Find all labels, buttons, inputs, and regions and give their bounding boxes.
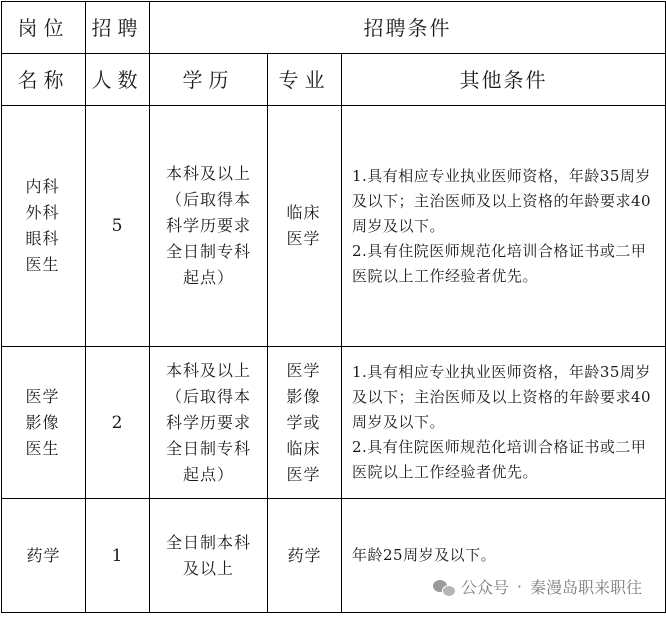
- position-name: 内科外科眼科医生: [25, 177, 60, 274]
- recruitment-table: [1, 1, 666, 613]
- condition-line: 2.具有住院医师规范化培训合格证书或二甲医院以上工作经验者优先。: [352, 438, 647, 481]
- major-text: 临床医学: [286, 203, 321, 248]
- condition-line: 1.具有相应专业执业医师资格，年龄35周岁及以下；主治医师及以上资格的年龄要求40周岁及以下。: [352, 363, 652, 431]
- position-cell: 药学: [2, 499, 86, 613]
- education-cell: [150, 499, 268, 613]
- major-cell: [268, 106, 342, 347]
- watermark-separator: ·: [516, 577, 522, 596]
- header-position-top: 岗位: [2, 2, 86, 54]
- condition-line: 1.具有相应专业执业医师资格，年龄35周岁及以下；主治医师及以上资格的年龄要求40周岁及以下。: [352, 166, 652, 235]
- header-row-2: [2, 54, 666, 106]
- education-text: 本科及以上（后取得本科学历要求全日制专科起点）: [165, 164, 251, 287]
- count-cell: 1: [86, 499, 150, 613]
- header-other: 其他条件: [342, 54, 666, 106]
- position-cell: [2, 106, 86, 347]
- watermark-account: 秦漫岛职来职往: [529, 578, 642, 597]
- watermark: [429, 573, 646, 600]
- education-text: 全日制本科及以上: [165, 532, 251, 578]
- education-cell: [150, 347, 268, 499]
- header-position-bottom: 名称: [2, 54, 86, 106]
- table-row: [2, 347, 666, 499]
- header-major: 专业: [268, 54, 342, 106]
- position-name: 医学影像医生: [25, 386, 60, 458]
- position-cell: [2, 347, 86, 499]
- watermark-source: 公众号: [460, 578, 509, 597]
- count-cell: 5: [86, 106, 150, 347]
- header-conditions: 招聘条件: [150, 2, 666, 54]
- condition-line: 年龄25周岁及以下。: [352, 546, 497, 564]
- other-conditions-cell: [342, 106, 666, 347]
- other-conditions-cell: [342, 347, 666, 499]
- major-text: 医学影像学或临床医学: [286, 360, 321, 484]
- table-row: [2, 106, 666, 347]
- header-count-top: 招聘: [86, 2, 150, 54]
- condition-line: 2.具有住院医师规范化培训合格证书或二甲医院以上工作经验者优先。: [352, 241, 647, 285]
- count-cell: 2: [86, 347, 150, 499]
- major-cell: 药学: [268, 499, 342, 613]
- education-cell: [150, 106, 268, 347]
- major-cell: [268, 347, 342, 499]
- wechat-icon: [433, 578, 455, 596]
- header-row-1: [2, 2, 666, 54]
- education-text: 本科及以上（后取得本科学历要求全日制专科起点）: [165, 360, 251, 484]
- header-education: 学历: [150, 54, 268, 106]
- header-count-bottom: 人数: [86, 54, 150, 106]
